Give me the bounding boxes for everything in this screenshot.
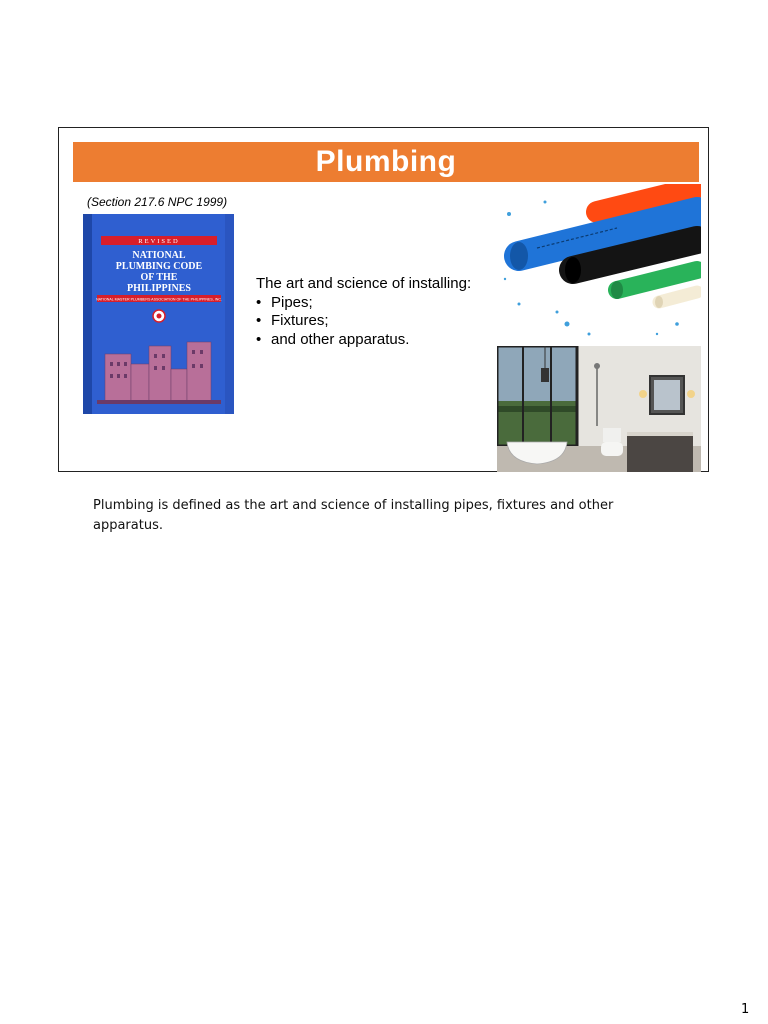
- book-publisher: NATIONAL MASTER PLUMBERS ASSOCIATION OF THE PHILIPPINES, INC.: [96, 297, 222, 302]
- bullet-item: • Pipes;: [256, 294, 471, 313]
- bullet-item: • and other apparatus.: [256, 331, 471, 350]
- book-title-line2: PLUMBING CODE: [115, 261, 203, 272]
- page-number: 1: [741, 1002, 750, 1017]
- bullet-list: [256, 294, 471, 350]
- title-bar: [73, 142, 699, 182]
- bullet-item: • Fixtures;: [256, 312, 471, 331]
- slide-body: [256, 275, 471, 349]
- intro-text: The art and science of installing:: [256, 275, 472, 292]
- book-title-line3: OF THE: [140, 272, 178, 283]
- pipes-image: [497, 184, 701, 344]
- slide-frame: [58, 127, 709, 472]
- plumbing-code-book-image: [83, 214, 234, 414]
- bathroom-image: [497, 346, 701, 472]
- book-title-line4: PHILIPPINES: [127, 283, 191, 294]
- slide-title: Plumbing: [315, 145, 457, 178]
- book-revised-label: REVISED: [138, 238, 180, 245]
- speaker-notes: Plumbing is defined as the art and science of installing pipes, fixtures and other apparatus.: [93, 498, 614, 533]
- section-reference: (Section 217.6 NPC 1999): [87, 195, 228, 209]
- book-title-line1: NATIONAL: [132, 250, 186, 261]
